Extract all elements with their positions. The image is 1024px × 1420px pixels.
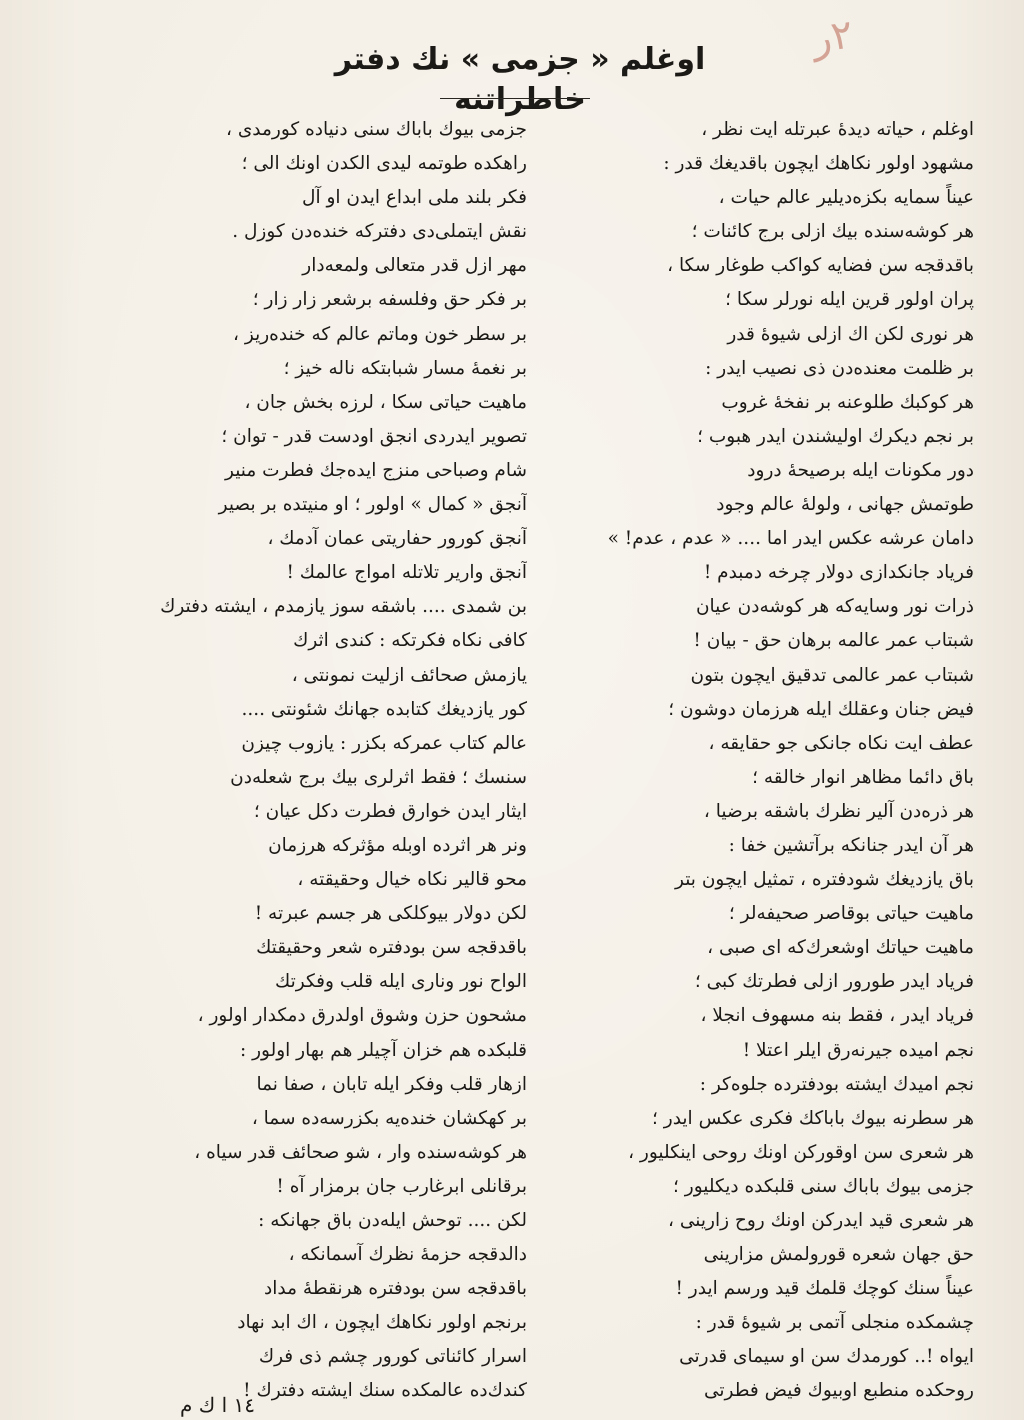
verse-line: کافی نکاه فکرتکه : کندی اثرك — [293, 630, 527, 652]
verse-line: روحکده منطبع اوبیوك فیض فطرتی — [703, 1380, 974, 1402]
verse-line: نجم امیدك ایشته بودفترده جلوه‌کر : — [699, 1073, 974, 1095]
verse-line: کندك‌ده عالمکده سنك ایشته دفترك ! — [243, 1380, 527, 1402]
verse-line: دامان عرشه عکس ایدر اما .... « عدم ، عدم! » — [607, 528, 974, 550]
verse-line: بر نغمهٔ مسار شبابتکه ناله خیز ؛ — [283, 357, 527, 379]
verse-line: ماهیت حیاتی سکا ، لرزه بخش جان ، — [244, 391, 527, 413]
verse-line: برقانلی ابرغارب جان برمزار آه ! — [276, 1175, 527, 1197]
verse-line: تصویر ایدردی انجق اودست قدر - توان ؛ — [221, 425, 527, 447]
verse-line: محو قالیر نکاه خیال وحقیقته ، — [297, 869, 527, 891]
verse-line: بر فکر حق وفلسفه برشعر زار زار ؛ — [252, 289, 527, 311]
verse-line: ونر هر اثرده اوبله مؤثرکه هرزمان — [268, 834, 527, 856]
verse-line: هر کوشه‌سنده بیك ازلی برج کائنات ؛ — [691, 221, 974, 243]
verse-line: فریاد ایدر طورور ازلی فطرتك کبی ؛ — [694, 971, 974, 993]
verse-line: هر آن ایدر جنانکه برآتشین خفا : — [728, 834, 974, 856]
verse-line: هر ذره‌دن آلیر نظرك باشقه برضیا ، — [703, 800, 974, 822]
right-verse-column — [554, 113, 974, 1409]
verse-line: مشهود اولور نکاهك ایچون باقدیغك قدر : — [663, 153, 974, 175]
page-number: ١٤ ا ك م — [180, 1393, 255, 1417]
verse-line: هر شعری قید ایدرکن اونك روح زارینی ، — [668, 1210, 974, 1231]
verse-line: عیناً سنك کوچك قلمك قید ورسم ایدر ! — [675, 1278, 974, 1300]
verse-line: اوغلم ، حیاته دیدهٔ عبرتله ایت نظر ، — [701, 119, 974, 140]
verse-line: کور یازدیغك کتابده جهانك شئونتی .... — [241, 698, 527, 720]
verse-line: راهکده طوتمه لیدی الکدن اونك الی ؛ — [241, 153, 527, 175]
verse-line: ماهیت حیاتی بوقاصر صحیفه‌لر ؛ — [728, 903, 974, 925]
verse-line: شبتاب عمر عالمه برهان حق - بیان ! — [693, 630, 974, 652]
verse-line: فیض جنان وعقلك ایله هرزمان دوشون ؛ — [668, 698, 974, 720]
verse-line: ایواه !.. کورمدك سن او سیمای قدرتی — [679, 1346, 974, 1368]
verse-line: آنجق واریر تلاتله امواج عالمك ! — [286, 562, 527, 584]
handwritten-margin-note: ۲ر — [808, 11, 856, 63]
verse-line: هر نوری لکن اك ازلی شیوهٔ قدر — [727, 323, 974, 345]
verse-line: هر کوکبك طلوعنه بر نفخهٔ غروب — [721, 391, 974, 413]
verse-line: مهر ازل قدر متعالی ولمعه‌دار — [302, 255, 527, 277]
verse-line: بر ظلمت معنده‌دن ذی نصیب ایدر : — [705, 357, 974, 379]
verse-line: مشحون حزن وشوق اولدرق دمكدار اولور ، — [197, 1005, 527, 1027]
verse-line: نجم امیده جیرنه‌رق ایلر اعتلا ! — [742, 1039, 974, 1061]
verse-line: فکر بلند ملی ابداع ایدن او آل — [302, 187, 527, 209]
verse-line: شبتاب عمر عالمی تدقیق ایچون بتون — [690, 664, 974, 686]
verse-line: باقدقجه سن بودفتره شعر وحقیقتك — [256, 937, 527, 959]
verse-line: نقش ایتملی‌دی دفترکه خنده‌دن کوزل . — [232, 221, 527, 243]
verse-line: ازهار قلب وفکر ایله تابان ، صفا نما — [256, 1073, 527, 1095]
verse-line: لکن دولار بیوکلکی هر جسم عبرته ! — [254, 903, 527, 925]
verse-line: هر کوشه‌سنده وار ، شو صحائف قدر سیاه ، — [194, 1141, 527, 1163]
verse-line: عالم کتاب عمرکه بکزر : یازوب چیزن — [241, 732, 527, 754]
verse-line: بن شمدی .... باشقه سوز یازمدم ، ایشته دفترك — [160, 596, 527, 618]
verse-line: آنجق کورور حفاریتی عمان آدمك ، — [267, 528, 527, 550]
verse-line: ایثار ایدن خوارق فطرت دکل عیان ؛ — [253, 800, 527, 822]
verse-line: فریاد ایدر ، فقط بنه مسهوف انجلا ، — [700, 1005, 974, 1027]
verse-line: چشمکده منجلی آتمی بر شیوهٔ قدر : — [695, 1312, 974, 1334]
page-title: اوغلم « جزمی » نك دفتر خاطراتنه — [334, 42, 706, 117]
verse-line: پران اولور قرین ایله نورلر سکا ؛ — [725, 289, 974, 311]
verse-line: لکن .... توحش ایله‌دن باق جهانکه : — [258, 1210, 527, 1231]
verse-line: باقدقجه سن بودفتره هرنقطهٔ مداد — [264, 1278, 527, 1300]
verse-line: عطف ایت نکاه جانکی جو حقایقه ، — [708, 732, 974, 754]
verse-line: الواح نور وناری ایله قلب وفکرتك — [275, 971, 527, 993]
verse-line: جزمی بیوك باباك سنی دنیاده کورمدی ، — [225, 119, 527, 140]
verse-line: یازمش صحائف ازلیت نمونتی ، — [291, 664, 527, 686]
verse-line: برنجم اولور نکاهك ایچون ، اك ابد نهاد — [237, 1312, 527, 1334]
verse-line: عیناً سمایه بکزه‌دیلیر عالم حیات ، — [718, 187, 974, 209]
verse-line: باق دائما مظاهر انوار خالقه ؛ — [752, 766, 974, 788]
verse-line: بر کهکشان خنده‌یه بکزرسه‌ده سما ، — [251, 1107, 527, 1129]
verse-line: فریاد جانکدازی دولار چرخه دمبدم ! — [703, 562, 974, 584]
verse-line: بر نجم دیکرك اولیشندن ایدر هبوب ؛ — [697, 425, 974, 447]
verse-line: جزمی بیوك باباك سنی قلبكده دیکلیور ؛ — [673, 1175, 974, 1197]
verse-line: باق یازدیغك شودفتره ، تمثیل ایچون بتر — [675, 869, 974, 891]
verse-line: سنسك ؛ فقط اثرلری بیك برج شعله‌دن — [230, 766, 527, 788]
verse-line: ماهیت حیاتك اوشعرك‌که ای صبی ، — [707, 937, 974, 959]
verse-line: باقدقجه سن فضایه کواکب طوغار سکا ، — [667, 255, 974, 277]
left-verse-column — [97, 113, 527, 1409]
verse-line: هر سطرنه بیوك باباكك فكری عكس ایدر ؛ — [652, 1107, 974, 1129]
verse-line: آنجق « کمال » اولور ؛ او منیتده بر بصیر — [218, 494, 527, 516]
verse-line: اسرار کائناتی کورور چشم ذی فرك — [258, 1346, 527, 1368]
verse-line: هر شعری سن اوقورکن اونك روحی اینکلیور ، — [628, 1141, 974, 1163]
verse-line: دور مکونات ایله برصیحهٔ درود — [747, 459, 974, 481]
verse-line: طوتمش جهانی ، ولولهٔ عالم وجود — [716, 494, 974, 516]
title-underline — [440, 98, 590, 99]
verse-line: بر سطر خون وماتم عالم که خنده‌ریز ، — [233, 323, 527, 345]
verse-line: دالدقجه حزمهٔ نظرك آسمانکه ، — [288, 1244, 527, 1266]
verse-line: قلبکده هم خزان آچیلر هم بهار اولور : — [239, 1039, 527, 1061]
verse-line: ذرات نور وسایه‌که هر کوشه‌دن عیان — [695, 596, 974, 618]
verse-line: شام وصباحی منزج ایده‌جك فطرت منیر — [225, 459, 527, 481]
verse-line: حق جهان شعره قورولمش مزارینی — [703, 1244, 974, 1266]
